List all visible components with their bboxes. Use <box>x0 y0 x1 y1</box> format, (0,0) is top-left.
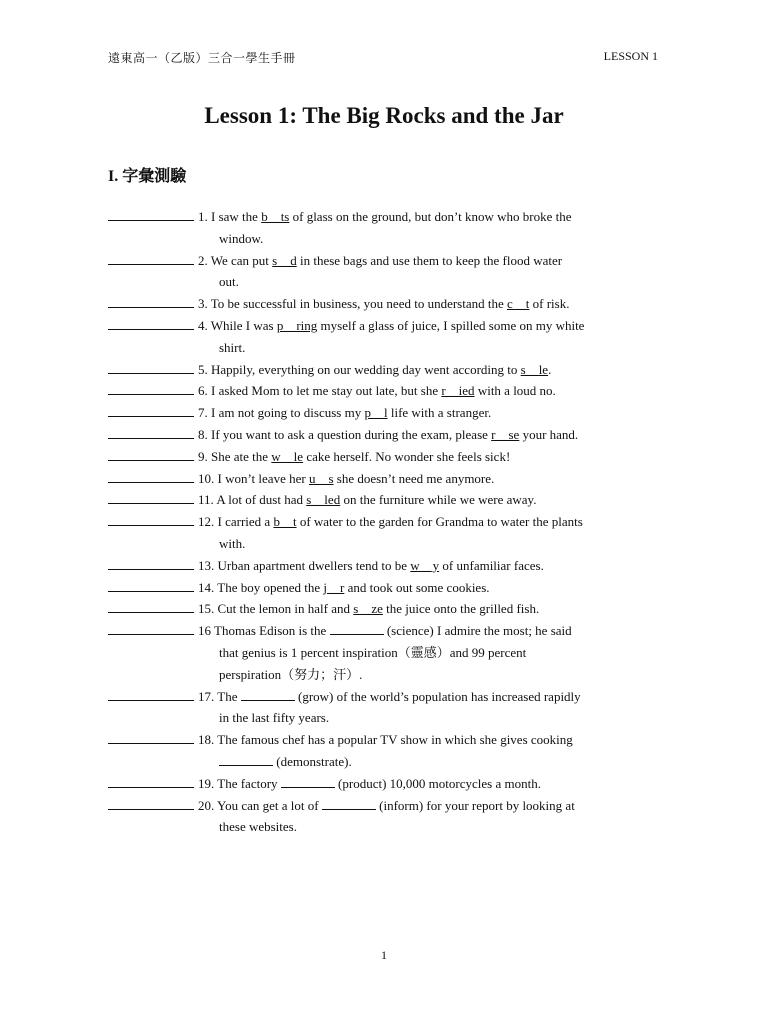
question-prefix: The factory <box>217 775 281 791</box>
question-text <box>198 577 668 599</box>
question-number: 18. <box>198 732 215 748</box>
question-item <box>108 577 668 599</box>
question-text <box>198 359 668 381</box>
answer-blank[interactable] <box>108 206 194 221</box>
word-form-blank[interactable] <box>281 775 335 788</box>
question-number: 14. <box>198 579 215 595</box>
question-number: 2. <box>198 252 208 268</box>
letter-hint: b__ts <box>261 209 290 224</box>
question-suffix: 10,000 motorcycles a month. <box>386 775 541 791</box>
answer-blank[interactable] <box>108 380 194 395</box>
question-prefix: We can put <box>210 252 273 268</box>
letter-hint: r__ied <box>441 383 475 399</box>
question-text <box>198 293 668 315</box>
answer-blank[interactable] <box>108 402 194 417</box>
question-item <box>108 555 668 577</box>
question-prefix: The <box>217 688 241 704</box>
question-continuation: that genius is 1 percent inspiration（靈感）and 99 percent <box>219 644 527 660</box>
question-number: 9. <box>198 448 208 464</box>
question-number: 12. <box>198 514 215 530</box>
question-number: 20. <box>198 797 215 813</box>
answer-blank[interactable] <box>108 315 194 330</box>
answer-blank[interactable] <box>108 511 194 526</box>
letter-hint: r__se <box>491 426 520 442</box>
question-item <box>108 729 668 773</box>
question-number: 10. <box>198 470 215 486</box>
question-suffix: on the furniture while we were away. <box>340 492 537 508</box>
question-prefix: I carried a <box>217 514 274 530</box>
question-prefix: To be successful in business, you need to understand the <box>210 296 507 312</box>
question-text <box>198 620 668 685</box>
question-suffix: she doesn’t need me anymore. <box>333 470 495 486</box>
question-item <box>108 250 668 294</box>
question-item <box>108 773 668 795</box>
question-item <box>108 293 668 315</box>
question-item <box>108 446 668 468</box>
question-text <box>198 468 668 490</box>
question-number: 16 <box>198 623 211 639</box>
word-form-blank[interactable] <box>219 753 273 766</box>
question-text <box>198 402 668 424</box>
question-item <box>108 468 668 490</box>
question-prefix: While I was <box>210 317 277 333</box>
question-prefix: A lot of dust had <box>216 492 307 508</box>
question-item <box>108 424 668 446</box>
question-number: 3. <box>198 296 208 312</box>
question-item <box>108 620 668 685</box>
letter-hint: s__led <box>306 492 341 508</box>
letter-hint: b__t <box>273 514 297 530</box>
letter-hint: c__t <box>507 296 530 312</box>
question-suffix: I admire the most; he said <box>433 623 572 639</box>
question-suffix: in these bags and use them to keep the flood water <box>296 252 563 268</box>
question-continuation: window. <box>219 230 264 246</box>
question-number: 19. <box>198 775 215 791</box>
question-prefix: You can get a lot of <box>217 797 322 813</box>
question-number: 5. <box>198 361 208 377</box>
question-suffix: of glass on the ground, but don’t know who broke the <box>289 209 572 224</box>
question-item <box>108 315 668 359</box>
question-item <box>108 598 668 620</box>
word-form-hint: (product) <box>338 775 387 791</box>
question-prefix: Cut the lemon in half and <box>217 601 354 617</box>
question-continuation <box>198 751 668 773</box>
answer-blank[interactable] <box>108 773 194 788</box>
question-text <box>198 773 668 795</box>
question-suffix: and took out some cookies. <box>344 579 490 595</box>
question-list <box>108 206 668 838</box>
question-prefix: If you want to ask a question during the exam, please <box>211 426 492 442</box>
question-prefix: Happily, everything on our wedding day went according to <box>211 361 521 377</box>
question-prefix: I won’t leave her <box>217 470 309 486</box>
question-item <box>108 380 668 402</box>
question-suffix: of water to the garden for Grandma to water the plants <box>296 514 583 530</box>
answer-blank[interactable] <box>108 555 194 570</box>
answer-blank[interactable] <box>108 489 194 504</box>
question-text <box>198 424 668 446</box>
answer-blank[interactable] <box>108 293 194 308</box>
question-number: 4. <box>198 317 208 333</box>
question-item <box>108 402 668 424</box>
question-suffix: myself a glass of juice, I spilled some on my white <box>317 317 585 333</box>
question-number: 11. <box>198 492 214 508</box>
letter-hint: p__ring <box>276 317 318 333</box>
question-suffix: life with a stranger. <box>387 405 492 421</box>
question-text <box>198 206 668 250</box>
answer-blank[interactable] <box>108 577 194 592</box>
question-suffix: for your report by looking at <box>423 797 575 813</box>
question-item <box>108 686 668 730</box>
question-text <box>198 598 668 620</box>
question-item <box>108 206 668 250</box>
question-text <box>198 555 668 577</box>
question-continuation: with. <box>219 535 246 551</box>
word-form-blank[interactable] <box>330 622 384 635</box>
question-suffix: your hand. <box>519 426 579 442</box>
section-heading: I. 字彙測驗 <box>108 168 187 185</box>
letter-hint: p__l <box>364 405 388 421</box>
answer-blank[interactable] <box>108 729 194 744</box>
question-continuation: perspiration（努力；汗）. <box>219 666 363 682</box>
answer-blank[interactable] <box>108 598 194 613</box>
letter-hint: w__y <box>410 557 440 573</box>
question-suffix: of unfamiliar faces. <box>439 557 544 573</box>
question-item <box>108 795 668 839</box>
question-item <box>108 359 668 381</box>
question-prefix: I am not going to discuss my <box>211 405 365 421</box>
question-text <box>198 511 668 555</box>
header-lesson-label: LESSON 1 <box>603 49 658 63</box>
answer-blank[interactable] <box>108 446 194 461</box>
word-form-hint: (demonstrate). <box>276 753 352 769</box>
answer-blank[interactable] <box>108 468 194 483</box>
page-title: Lesson 1: The Big Rocks and the Jar <box>204 103 564 128</box>
question-text <box>198 446 668 468</box>
answer-blank[interactable] <box>108 620 194 635</box>
letter-hint: u__s <box>308 470 334 486</box>
question-number: 13. <box>198 557 215 573</box>
question-text <box>198 315 668 359</box>
question-prefix: Urban apartment dwellers tend to be <box>217 557 411 573</box>
word-form-hint: (grow) <box>297 688 334 704</box>
question-item <box>108 489 668 511</box>
question-text <box>198 795 668 839</box>
letter-hint: j__r <box>323 579 345 595</box>
question-prefix: I saw the <box>211 209 262 224</box>
question-prefix: I asked Mom to let me stay out late, but she <box>211 383 442 399</box>
question-prefix: The famous chef has a popular TV show in which she gives cooking <box>217 732 573 748</box>
question-suffix: cake herself. No wonder she feels sick! <box>303 448 511 464</box>
word-form-hint: (inform) <box>379 797 424 813</box>
question-text <box>198 729 668 773</box>
question-number: 6. <box>198 383 208 399</box>
question-prefix: The boy opened the <box>217 579 324 595</box>
answer-blank[interactable] <box>108 686 194 701</box>
question-continuation: these websites. <box>219 819 297 835</box>
question-number: 8. <box>198 426 208 442</box>
letter-hint: s__d <box>272 252 297 268</box>
question-suffix: the juice onto the grilled fish. <box>382 601 540 617</box>
question-continuation: out. <box>219 274 239 290</box>
answer-blank[interactable] <box>108 795 194 810</box>
header-book-title: 遠東高一（乙版）三合一學生手冊 <box>108 51 296 65</box>
question-suffix: with a loud no. <box>474 383 556 399</box>
letter-hint: s__le <box>520 361 549 377</box>
question-number: 17. <box>198 688 215 704</box>
question-text <box>198 489 668 511</box>
word-form-blank[interactable] <box>241 688 295 701</box>
question-prefix: Thomas Edison is the <box>214 623 330 639</box>
question-text <box>198 686 668 730</box>
letter-hint: w__le <box>271 448 304 464</box>
question-suffix: . <box>548 361 552 377</box>
letter-hint: s__ze <box>353 601 383 617</box>
question-text <box>198 250 668 294</box>
question-number: 15. <box>198 601 215 617</box>
question-text <box>198 380 668 402</box>
question-number: 1. <box>198 209 208 224</box>
question-continuation: in the last fifty years. <box>219 710 330 726</box>
question-continuation: shirt. <box>219 339 246 355</box>
page-number: 1 <box>381 948 387 962</box>
question-suffix: of the world’s population has increased rapidly <box>333 688 581 704</box>
word-form-hint: (science) <box>386 623 434 639</box>
answer-blank[interactable] <box>108 424 194 439</box>
answer-blank[interactable] <box>108 359 194 374</box>
question-item <box>108 511 668 555</box>
question-suffix: of risk. <box>529 296 570 312</box>
answer-blank[interactable] <box>108 250 194 265</box>
word-form-blank[interactable] <box>322 797 376 810</box>
question-number: 7. <box>198 405 208 421</box>
question-prefix: She ate the <box>211 448 272 464</box>
